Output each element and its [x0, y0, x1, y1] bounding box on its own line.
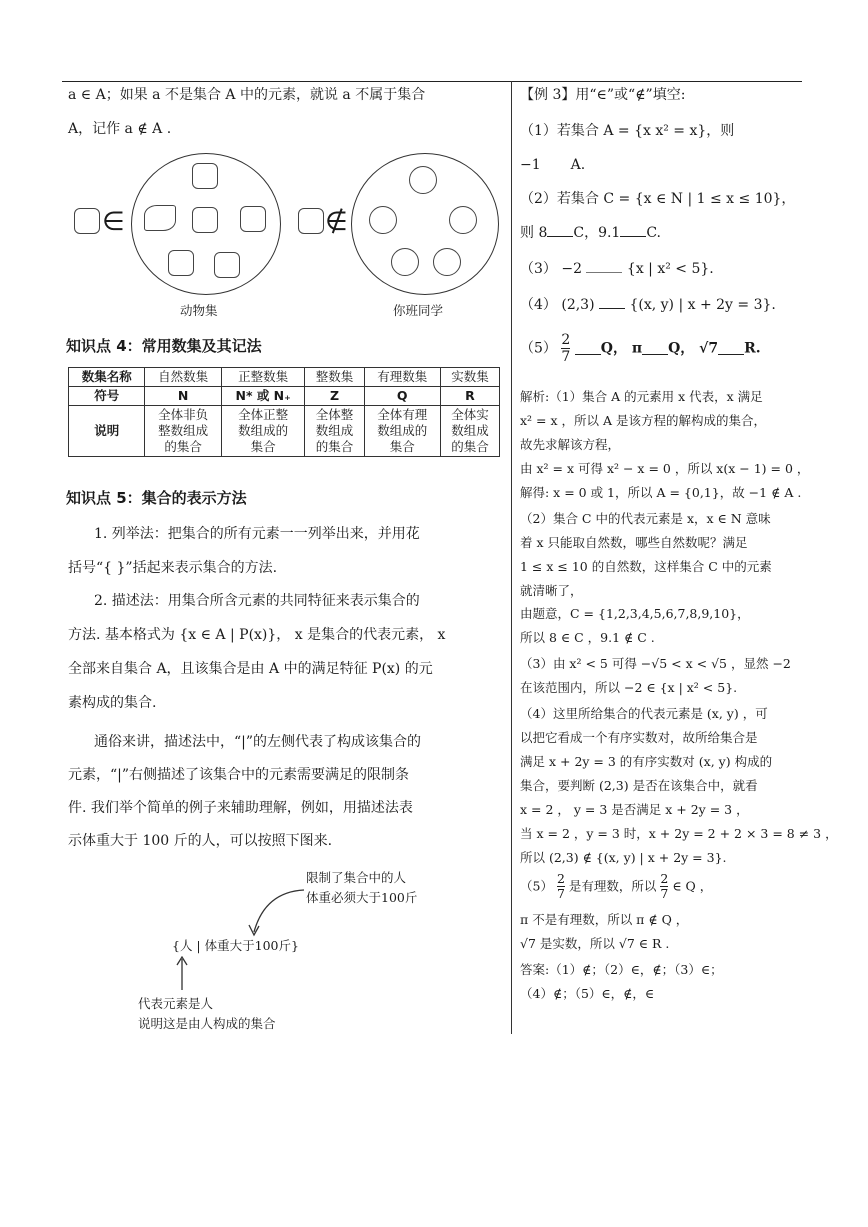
q5-line — [520, 332, 761, 372]
note-top-line-2: 体重必须大于100斤 — [306, 890, 418, 905]
q5-part-c: Q， √7 — [668, 340, 719, 357]
answer-blank[interactable] — [642, 342, 668, 355]
solution-line: （4）这里所给集合的代表元素是 (x, y) ，可 — [520, 706, 768, 721]
animal-set-caption: 动物集 — [180, 303, 218, 318]
q2-line-1: （2）若集合 C = {x ∈ N | 1 ≤ x ≤ 10}， — [520, 191, 796, 207]
element-of-sign: ∈ — [102, 207, 125, 237]
sol5-part-a: （5） — [520, 878, 553, 894]
q4-part-a: （4） (2,3) — [520, 297, 595, 313]
cell-line: 的集合 — [164, 439, 202, 454]
table-header: 正整数集 — [221, 368, 305, 387]
fraction — [660, 872, 668, 901]
table-cell: N* 或 N₊ — [221, 387, 305, 406]
bee-icon — [192, 163, 218, 189]
table-header: 整数集 — [305, 368, 364, 387]
table-cell — [221, 406, 305, 457]
solution-5-line-1 — [520, 872, 712, 908]
table-cell: 说明 — [69, 406, 145, 457]
solution-line: 当 x = 2 ，y = 3 时，x + 2y = 2 + 2 × 3 = 8 ≠ 3 ， — [520, 826, 838, 841]
fraction — [561, 332, 570, 365]
curved-arrow-icon — [240, 880, 310, 940]
fraction-numerator: 2 — [561, 332, 571, 348]
note-bottom-line-1: 代表元素是人 — [138, 996, 214, 1011]
fraction-denominator: 7 — [556, 886, 565, 901]
person-face-icon — [369, 206, 397, 234]
table-cell: R — [440, 387, 499, 406]
solution-line: 以把它看成一个有序实数对，故所给集合是 — [520, 730, 758, 745]
solution-line: 所以 8 ∈ C ，9.1 ∉ C . — [520, 630, 655, 645]
person-face-icon — [433, 248, 461, 276]
cell-line: 全体整 — [315, 407, 354, 422]
describe-method-line-4: 素构成的集合. — [68, 695, 157, 711]
list-method-line-1: 1. 列举法：把集合的所有元素一一列举出来，并用花 — [94, 526, 420, 542]
kp4-title: 知识点 4：常用数集及其记法 — [66, 337, 262, 355]
cell-line: 集合 — [389, 439, 415, 454]
solution-line: 满足 x + 2y = 3 的有序实数对 (x, y) 构成的 — [520, 754, 773, 769]
solution-line: 所以 (2,3) ∉ {(x, y) | x + 2y = 3}. — [520, 850, 727, 865]
cell-line: 全体实 — [451, 407, 489, 422]
set-expression: {人 | 体重大于100斤} — [172, 938, 299, 953]
answer-blank[interactable] — [575, 342, 601, 355]
cell-line: 全体正整 — [238, 407, 289, 422]
answer-line-1: 答案:（1）∉；（2）∈，∉；（3）∈； — [520, 962, 723, 977]
q2-part-b: C，9.1 — [573, 225, 621, 241]
solution-line: 由题意，C = {1,2,3,4,5,6,7,8,9,10}， — [520, 606, 750, 621]
number-sets-table — [68, 367, 500, 457]
cell-line: 数组成 — [451, 423, 489, 438]
cell-line: 全体有理 — [377, 407, 428, 422]
table-cell — [440, 406, 499, 457]
explain-line-1: 通俗来讲，描述法中，“|”的左侧代表了构成该集合的 — [94, 734, 422, 750]
describe-method-line-2: 方法. 基本格式为 {x ∈ A | P(x)}， x 是集合的代表元素， x — [68, 627, 446, 643]
cell-line: 的集合 — [315, 439, 354, 454]
solution-line: 在该范围内，所以 −2 ∈ {x | x² < 5}. — [520, 680, 738, 695]
person-face-icon — [391, 248, 419, 276]
solution-line: 解析:（1）集合 A 的元素用 x 代表，x 满足 — [520, 389, 763, 404]
q3-part-b: {x | x² < 5}. — [626, 261, 714, 277]
fraction-numerator: 2 — [660, 871, 669, 886]
person-face-icon — [449, 206, 477, 234]
list-method-line-2: 括号“{ }”括起来表示集合的方法. — [68, 560, 278, 576]
fraction — [557, 872, 565, 901]
solution-line: 就清晰了， — [520, 583, 583, 598]
solution-line: 集合，要判断 (2,3) 是否在该集合中，就看 — [520, 778, 758, 793]
top-rule — [62, 81, 802, 82]
solution-5-line-3: √7 是实数，所以 √7 ∈ R . — [520, 936, 670, 951]
solution-line: x = 2 ， y = 3 是否满足 x + 2y = 3 ， — [520, 802, 749, 817]
pig-icon — [74, 208, 100, 234]
table-cell: Z — [305, 387, 364, 406]
answer-blank[interactable] — [547, 224, 573, 237]
kp5-title: 知识点 5：集合的表示方法 — [66, 489, 247, 507]
cell-line: 整数组成 — [158, 423, 209, 438]
q5-part-b: Q， π — [600, 340, 643, 357]
explain-line-2: 元素，“|”右侧描述了该集合中的元素需要满足的限制条 — [68, 767, 410, 783]
up-arrow-icon — [176, 956, 188, 990]
rabbit-icon — [214, 252, 240, 278]
solution-line: 着 x 只能取自然数，哪些自然数呢？满足 — [520, 535, 748, 550]
solution-line: （3）由 x² < 5 可得 −√5 < x < √5 ，显然 −2 — [520, 656, 791, 671]
cell-line: 数组成的 — [238, 423, 289, 438]
table-row — [69, 368, 500, 387]
fraction-numerator: 2 — [556, 871, 565, 886]
answer-blank[interactable] — [718, 342, 744, 355]
solution-line: （2）集合 C 中的代表元素是 x，x ∈ N 意味 — [520, 511, 771, 526]
q3-line — [520, 260, 714, 278]
table-header: 自然数集 — [145, 368, 221, 387]
q2-part-c: C. — [646, 225, 662, 241]
person-face-icon — [409, 166, 437, 194]
classmates-caption: 你班同学 — [393, 303, 444, 318]
table-header: 实数集 — [440, 368, 499, 387]
cell-line: 集合 — [250, 439, 276, 454]
note-top-line-1: 限制了集合中的人 — [306, 870, 407, 885]
cell-line: 的集合 — [451, 439, 489, 454]
table-row — [69, 406, 500, 457]
solution-line: 解得: x = 0 或 1，所以 A = {0,1}，故 −1 ∉ A . — [520, 485, 802, 500]
note-bottom-line-2: 说明这是由人构成的集合 — [138, 1016, 276, 1031]
intro-line-1: a ∈ A；如果 a 不是集合 A 中的元素，就说 a 不属于集合 — [68, 87, 426, 103]
fraction-denominator: 7 — [660, 886, 669, 901]
table-cell — [364, 406, 440, 457]
answer-blank[interactable] — [599, 296, 625, 309]
describe-method-line-3: 全部来自集合 A，且该集合是由 A 中的满足特征 P(x) 的元 — [68, 661, 433, 677]
q4-line — [520, 296, 776, 314]
answer-blank[interactable] — [541, 156, 571, 169]
q2-part-a: 则 8 — [520, 225, 548, 241]
describe-method-line-1: 2. 描述法：用集合所含元素的共同特征来表示集合的 — [94, 593, 420, 609]
example-title: 【例 3】用“∈”或“∉”填空: — [520, 87, 686, 103]
table-cell: N — [145, 387, 221, 406]
q1-line-2 — [520, 156, 585, 174]
dog-icon — [168, 250, 194, 276]
q3-part-a: （3） −2 — [520, 261, 582, 277]
cell-line: 全体非负 — [158, 407, 209, 422]
explain-line-4: 示体重大于 100 斤的人，可以按照下图来. — [68, 833, 333, 849]
pig-icon — [298, 208, 324, 234]
column-divider — [511, 81, 512, 1034]
monkey-icon — [240, 206, 266, 232]
q2-line-2 — [520, 224, 661, 242]
table-cell: Q — [364, 387, 440, 406]
table-header: 数集名称 — [69, 368, 145, 387]
answer-blank[interactable] — [586, 260, 622, 273]
q4-part-b: {(x, y) | x + 2y = 3}. — [629, 297, 776, 313]
sol5-part-c: ∈ Q ， — [672, 878, 713, 894]
table-cell — [145, 406, 221, 457]
table-cell: 符号 — [69, 387, 145, 406]
solution-line: 1 ≤ x ≤ 10 的自然数，这样集合 C 中的元素 — [520, 559, 772, 574]
q1-value: −1 — [520, 157, 541, 173]
table-row — [69, 387, 500, 406]
table-cell — [305, 406, 364, 457]
table-header: 有理数集 — [364, 368, 440, 387]
intro-line-2: A，记作 a ∉ A . — [68, 121, 172, 137]
q5-part-a: （5） — [520, 340, 557, 357]
not-element-of-sign: ∉ — [325, 207, 348, 237]
cell-line: 数组成的 — [377, 423, 428, 438]
solution-line: 故先求解该方程， — [520, 437, 621, 452]
q1-set: A. — [570, 157, 586, 173]
answer-blank[interactable] — [620, 224, 646, 237]
fraction-denominator: 7 — [561, 349, 571, 365]
q5-part-d: R. — [744, 340, 761, 357]
solution-5-line-2: π 不是有理数，所以 π ∉ Q ， — [520, 912, 689, 927]
cell-line: 数组成 — [315, 423, 354, 438]
solution-line: 由 x² = x 可得 x² − x = 0 ，所以 x(x − 1) = 0 ， — [520, 461, 810, 476]
solution-line: x² = x ，所以 A 是该方程的解构成的集合， — [520, 413, 766, 428]
explain-line-3: 件. 我们举个简单的例子来辅助理解，例如，用描述法表 — [68, 800, 413, 816]
sol5-part-b: 是有理数，所以 — [568, 878, 657, 894]
fish-icon — [144, 205, 176, 231]
answer-line-2: （4）∉；（5）∈，∉，∈ — [520, 986, 655, 1001]
cat-icon — [192, 207, 218, 233]
q1-line-1: （1）若集合 A = {x x² = x}，则 — [520, 123, 735, 139]
